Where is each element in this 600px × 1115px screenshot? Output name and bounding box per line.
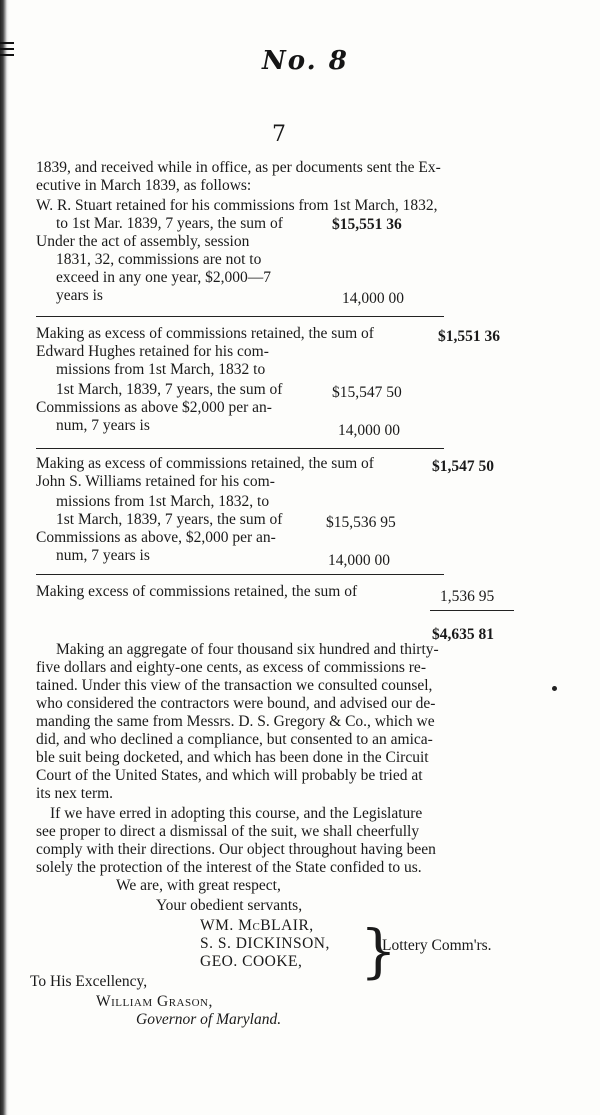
- signer-dickinson: S. S. DICKINSON,: [200, 935, 330, 952]
- hughes-sum: $15,547 50: [332, 384, 402, 401]
- williams-rule: [36, 574, 444, 575]
- paragraph2-line-1: If we have erred in adopting this course, and the Legislature: [50, 805, 423, 822]
- addressee-name: William Grason,: [96, 993, 213, 1010]
- handwritten-mark: No. 8: [262, 46, 349, 76]
- stuart-act-line-3: exceed in any one year, $2,000—7: [56, 269, 272, 286]
- paragraph1-line-7: ble suit being docketed, and which has been done in the Circuit: [36, 749, 429, 766]
- stuart-act-line-1: Under the act of assembly, session: [36, 233, 250, 250]
- paragraph1-line-8: Court of the United States, and which will probably be tried at: [36, 767, 423, 784]
- signers-title: Lottery Comm'rs.: [382, 937, 492, 954]
- signer-cooke: GEO. COOKE,: [200, 953, 303, 970]
- hughes-excess-text: Making as excess of commissions retained, the sum of: [36, 455, 374, 472]
- paragraph1-line-9: its nex term.: [36, 785, 114, 802]
- hughes-line-1: Edward Hughes retained for his com-: [36, 343, 269, 360]
- stuart-allowed: 14,000 00: [342, 290, 404, 307]
- williams-allowed: 14,000 00: [328, 552, 390, 569]
- williams-line-2: missions from 1st March, 1832, to: [56, 493, 270, 510]
- stuart-act-line-2: 1831, 32, commissions are not to: [56, 251, 262, 268]
- stuart-line-1: W. R. Stuart retained for his commissions from 1st March, 1832,: [36, 197, 438, 214]
- williams-line-3: 1st March, 1839, 7 years, the sum of: [56, 511, 283, 528]
- total-rule: [430, 610, 514, 611]
- intro-line-1: 1839, and received while in office, as per documents sent the Ex-: [36, 159, 441, 176]
- hughes-rule: [36, 448, 444, 449]
- stuart-rule: [36, 316, 444, 317]
- ink-spot: [552, 686, 557, 691]
- hughes-excess: $1,547 50: [432, 458, 494, 475]
- intro-line-2: ecutive in March 1839, as follows:: [36, 177, 252, 194]
- williams-excess: 1,536 95: [440, 588, 495, 605]
- paragraph1-line-3: tained. Under this view of the transaction we consulted counsel,: [36, 677, 433, 694]
- stuart-excess: $1,551 36: [438, 328, 500, 345]
- paragraph1-line-1: Making an aggregate of four thousand six hundred and thirty-: [56, 641, 439, 658]
- stuart-line-2: to 1st Mar. 1839, 7 years, the sum of: [56, 215, 283, 232]
- paragraph1-line-4: who considered the contractors were bound, and advised our de-: [36, 695, 436, 712]
- williams-line-1: John S. Williams retained for his com-: [36, 473, 275, 490]
- paragraph1-line-6: did, and who declined a compliance, but consented to an amica-: [36, 731, 433, 748]
- addressee-office: Governor of Maryland.: [136, 1011, 282, 1028]
- williams-allowed-line-2: num, 7 years is: [56, 547, 150, 564]
- hughes-allowed-line-1: Commissions as above $2,000 per an-: [36, 399, 272, 416]
- paragraph2-line-2: see proper to direct a dismissal of the suit, we shall cheerfully: [36, 823, 420, 840]
- total-excess: $4,635 81: [432, 626, 494, 643]
- williams-sum: $15,536 95: [326, 514, 396, 531]
- stuart-act-line-4: years is: [56, 287, 103, 304]
- signer-mcblair: WM. McBLAIR,: [200, 917, 314, 934]
- addressee-to: To His Excellency,: [30, 973, 148, 990]
- signer-brace: }: [360, 917, 397, 985]
- stuart-sum: $15,551 36: [332, 216, 402, 233]
- page-number: 7: [272, 122, 286, 147]
- hughes-allowed: 14,000 00: [338, 422, 400, 439]
- paragraph2-line-3: comply with their directions. Our object throughout having been: [36, 841, 436, 858]
- williams-excess-text: Making excess of commissions retained, the sum of: [36, 583, 358, 600]
- hughes-line-2: missions from 1st March, 1832 to: [56, 361, 266, 378]
- williams-allowed-line-1: Commissions as above, $2,000 per an-: [36, 529, 276, 546]
- paragraph1-line-2: five dollars and eighty-one cents, as excess of commissions re-: [36, 659, 426, 676]
- paragraph2-line-4: solely the protection of the interest of the State confided to us.: [36, 859, 422, 876]
- hughes-line-3: 1st March, 1839, 7 years, the sum of: [56, 381, 283, 398]
- stuart-excess-text: Making as excess of commissions retained, the sum of: [36, 325, 374, 342]
- hughes-allowed-line-2: num, 7 years is: [56, 417, 150, 434]
- paragraph1-line-5: manding the same from Messrs. D. S. Gregory & Co., which we: [36, 713, 435, 730]
- binding-edge: [0, 0, 9, 1115]
- closing-respect: We are, with great respect,: [116, 877, 281, 894]
- closing-servants: Your obedient servants,: [156, 897, 303, 914]
